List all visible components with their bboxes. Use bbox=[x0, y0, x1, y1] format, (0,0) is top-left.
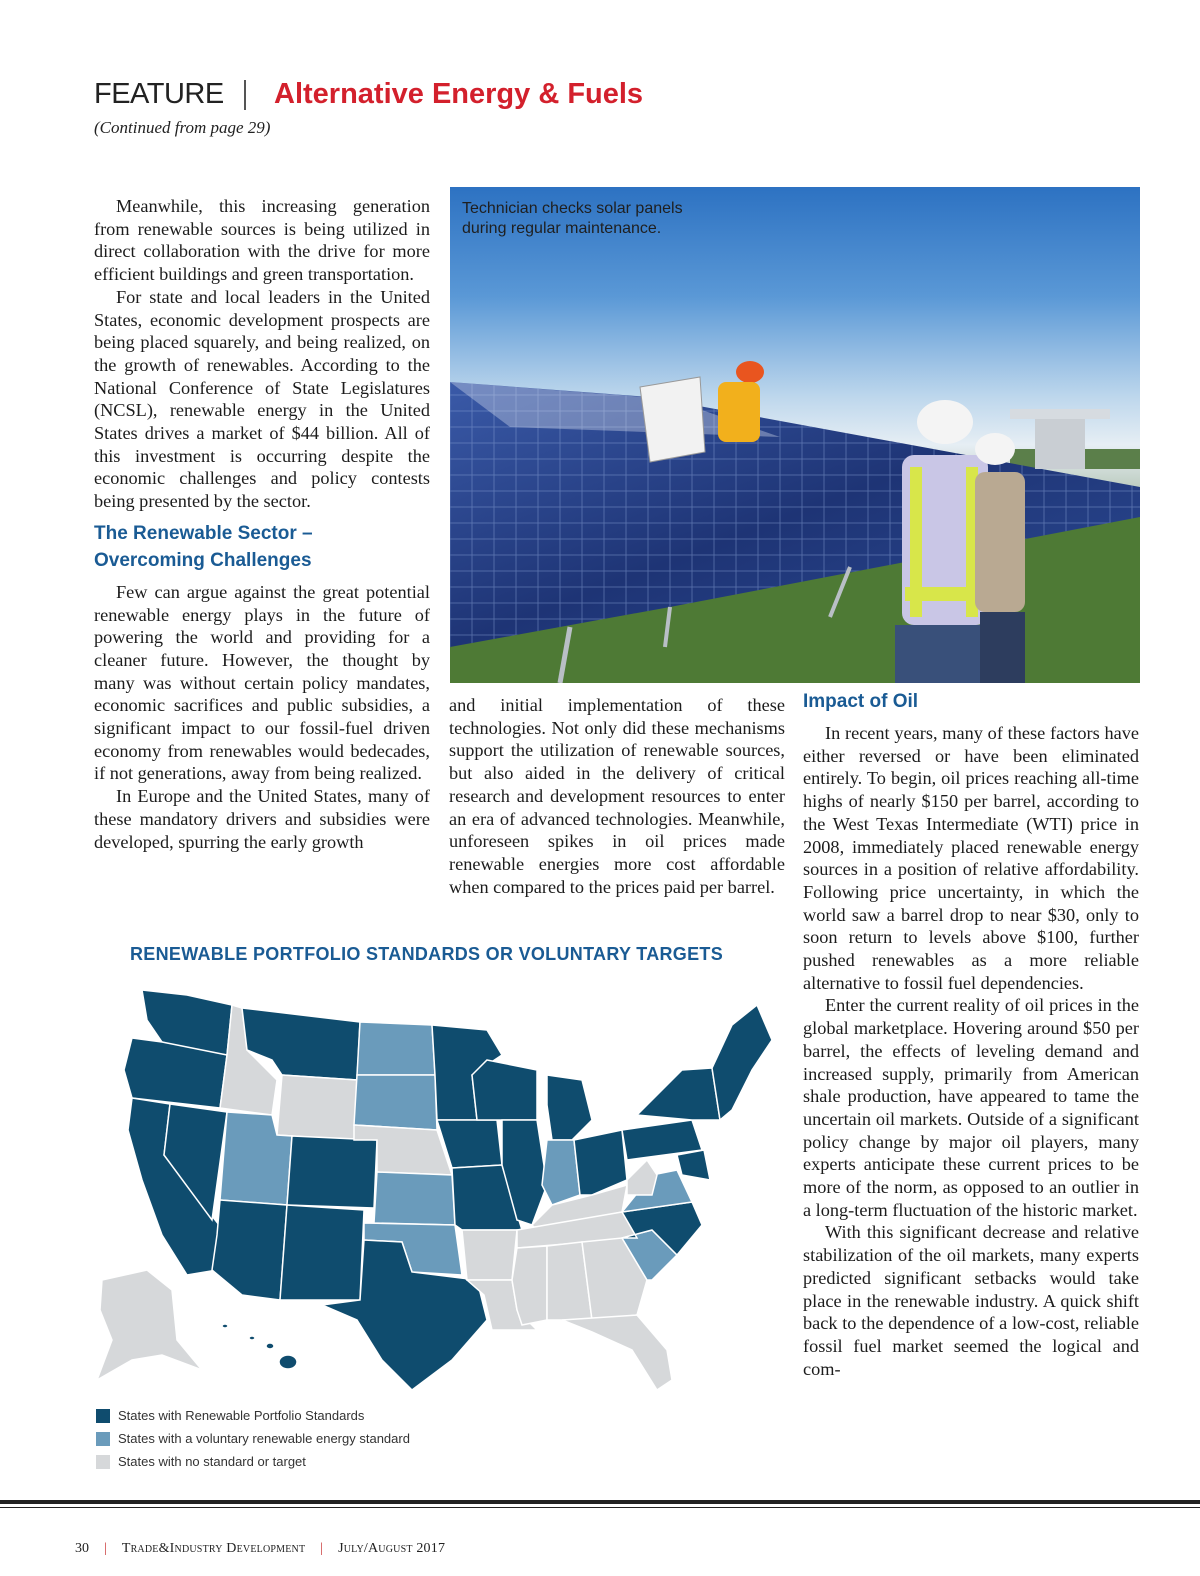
legend-label: States with Renewable Portfolio Standards bbox=[118, 1408, 365, 1423]
legend-swatch-none bbox=[96, 1455, 110, 1469]
paragraph: In recent years, many of these factors have either reversed or have been eliminated entirely. To begin, oil prices reaching all-time highs of nearly $150 per barrel, according to the West Texas Intermediate (WTI) price in 2008, immediately placed renewable energy sources in a position of relative affordability. Following price uncertainty, in which the world saw a barrel drop to near $30, only to soon return to levels above $100, further pushed renewables as a more reliable alternative to fossil fuel dependencies. bbox=[803, 723, 1139, 993]
state-south-dakota bbox=[354, 1075, 437, 1130]
subheading-line: Overcoming Challenges bbox=[94, 549, 312, 571]
paragraph: With this significant decrease and relative stabilization of the oil markets, many experts predicted significant setbacks would take place in the renewable industry. A quick shift back to the dependence of a low-cost, reliable fossil fuel market seemed the logical and com- bbox=[803, 1222, 1139, 1379]
section-title: Alternative Energy & Fuels bbox=[274, 78, 644, 110]
state-new-england bbox=[712, 1005, 772, 1120]
state-ohio bbox=[574, 1130, 627, 1195]
legend-swatch-voluntary bbox=[96, 1432, 110, 1446]
legend-item bbox=[96, 1427, 410, 1450]
footer-divider: | bbox=[104, 1541, 107, 1556]
state-arizona bbox=[212, 1200, 287, 1300]
state-hawaii bbox=[279, 1355, 297, 1369]
page-footer bbox=[75, 1541, 445, 1557]
paragraph: In Europe and the United States, many of these mandatory drivers and subsidies were developed, spurring the early growth bbox=[94, 786, 430, 852]
state-colorado bbox=[287, 1136, 377, 1208]
paragraph: Few can argue against the great potential renewable energy plays in the future of powering the world and providing for a cleaner future. However, the thought by many was without certain policy mandates, economic sacrifices and public subsidies, a significant impact to our fossil-fuel driven economy from renewables would bedecades, if not generations, away from being realized. bbox=[94, 581, 430, 784]
state-indiana bbox=[542, 1140, 580, 1205]
state-west-virginia bbox=[627, 1160, 657, 1195]
state-alaska bbox=[97, 1270, 202, 1380]
header-divider bbox=[244, 80, 246, 110]
us-map bbox=[92, 980, 782, 1400]
footer-divider: | bbox=[320, 1541, 324, 1556]
state-new-york bbox=[637, 1068, 720, 1120]
legend-item bbox=[96, 1450, 410, 1473]
state-florida bbox=[562, 1315, 672, 1390]
article-column-3 bbox=[803, 688, 1139, 1380]
state-wisconsin bbox=[472, 1060, 537, 1120]
paragraph: For state and local leaders in the United States, economic development prospects are being placed squarely, and being realized, on the growth of renewables. According to the National Conference of State Legislatures (NCSL), renewable energy in the United States drives a market of $44 billion. All of this investment is occurring despite the economic challenges and policy contests being presented by the sector. bbox=[94, 286, 430, 512]
map-title: RENEWABLE PORTFOLIO STANDARDS OR VOLUNTARY TARGETS bbox=[130, 944, 724, 964]
state-wyoming bbox=[277, 1075, 357, 1140]
subheading: Impact of Oil bbox=[803, 691, 919, 712]
continued-note: (Continued from page 29) bbox=[94, 118, 271, 137]
page-number: 30 bbox=[75, 1541, 89, 1556]
caption-line: during regular maintenance. bbox=[462, 220, 662, 237]
state-arkansas bbox=[462, 1230, 517, 1280]
state-hawaii-island bbox=[266, 1343, 274, 1349]
legend-label: States with a voluntary renewable energy standard bbox=[118, 1431, 410, 1446]
state-new-mexico bbox=[280, 1205, 364, 1300]
caption-line: Technician checks solar panels bbox=[462, 200, 683, 217]
state-hawaii-island bbox=[222, 1324, 228, 1328]
paragraph: Meanwhile, this increasing generation from renewable sources is being utilized in direct collaboration with the drive for more efficient buildings and green transportation. bbox=[94, 196, 430, 285]
feature-label: FEATURE bbox=[94, 78, 224, 110]
photo-caption bbox=[462, 199, 683, 239]
legend-label: States with no standard or target bbox=[118, 1454, 306, 1469]
photo-illustration bbox=[450, 187, 1140, 683]
paragraph: and initial implementation of these technologies. Not only did these mechanisms support the utilization of renewable sources, but also aided in the delivery of critical research and development resources to enter an era of advanced technologies. Meanwhile, unforeseen spikes in oil prices made renewable energies more cost affordable when compared to the prices paid per barrel. bbox=[449, 695, 785, 897]
map-legend bbox=[96, 1404, 410, 1473]
article-column-1 bbox=[94, 195, 430, 853]
issue-date: July/August 2017 bbox=[338, 1541, 446, 1556]
legend-swatch-standard bbox=[96, 1409, 110, 1423]
article-column-2 bbox=[449, 694, 785, 898]
legend-item bbox=[96, 1404, 410, 1427]
state-kansas bbox=[374, 1172, 455, 1225]
solar-panel-photo bbox=[450, 187, 1140, 683]
state-hawaii-island bbox=[249, 1336, 255, 1340]
state-north-dakota bbox=[357, 1022, 435, 1075]
state-maryland bbox=[677, 1150, 710, 1180]
state-michigan bbox=[547, 1075, 592, 1140]
paragraph: Enter the current reality of oil prices in the global marketplace. Hovering around $50 per barrel, the effects of leveling demand and increased supply, primarily from American shale production, have appeared to tame the uncertain oil markets. Outside of a significant policy change by major oil players, many experts anticipate these current prices to be more of the norm, as opposed to an outlier in a long-term fluctuation of the historic market. bbox=[803, 995, 1139, 1220]
footer-rule-thin bbox=[0, 1507, 1200, 1508]
footer-rule bbox=[0, 1500, 1200, 1504]
publication-name: Trade&Industry Development bbox=[121, 1541, 306, 1556]
subheading bbox=[94, 520, 430, 574]
subheading-line: The Renewable Sector – bbox=[94, 522, 313, 544]
